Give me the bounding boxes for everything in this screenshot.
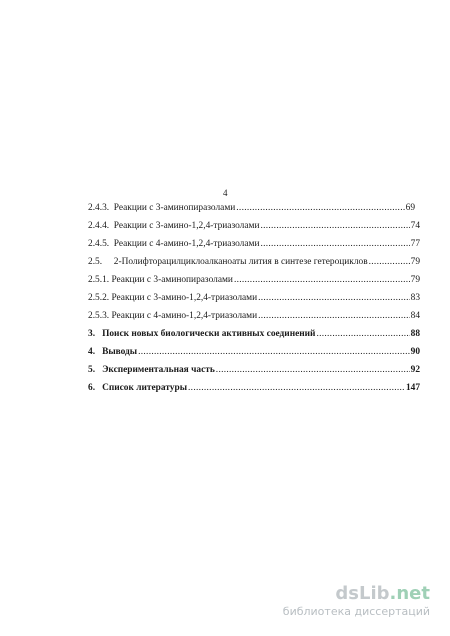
toc-entry-title: Список литературы bbox=[102, 383, 188, 393]
page-number: 4 bbox=[223, 188, 228, 198]
toc-entry-number: 2.4.4. bbox=[88, 221, 110, 231]
dslib-logo bbox=[283, 584, 430, 604]
toc-entry-page: 90 bbox=[410, 347, 420, 357]
toc-entry-number: 6. bbox=[88, 383, 96, 393]
toc-leader-dots bbox=[260, 239, 409, 250]
toc-entry bbox=[88, 221, 420, 232]
toc-entry-title: 2-Полифторацилциклоалканоаты лития в синтезе гетероциклов bbox=[113, 257, 368, 267]
toc-leader-dots bbox=[216, 365, 410, 376]
toc-leader-dots bbox=[316, 329, 409, 340]
toc-entry-page: 83 bbox=[410, 293, 420, 303]
toc-entry-number: 2.4.3. bbox=[88, 203, 110, 213]
toc-entry-number: 2.5.3. bbox=[88, 311, 110, 321]
toc-entry bbox=[88, 239, 420, 250]
toc-leader-dots bbox=[258, 293, 410, 304]
toc-entry-number: 2.4.5. bbox=[88, 239, 110, 249]
toc-entry-number: 2.5.1. bbox=[88, 275, 110, 285]
toc-leader-dots bbox=[236, 203, 404, 214]
toc-entry-title: Реакции с 4-амино-1,2,4-триазолами bbox=[111, 311, 258, 321]
toc-entry-number: 2.5.2. bbox=[88, 293, 110, 303]
toc-entry-page: 69 bbox=[405, 203, 415, 213]
toc-entry bbox=[88, 383, 420, 394]
toc-entry-title: Реакции с 3-амино-1,2,4-триазолами bbox=[113, 221, 260, 231]
toc-entry bbox=[88, 311, 420, 322]
toc-entry-title: Реакции с 3-аминопиразолами bbox=[113, 203, 236, 213]
toc-entry-title: Поиск новых биологически активных соединений bbox=[102, 329, 316, 339]
toc-entry-number: 2.5. bbox=[88, 257, 103, 267]
toc-entry-title: Экспериментальная часть bbox=[102, 365, 215, 375]
toc-leader-dots bbox=[258, 311, 410, 322]
toc-entry-page: 88 bbox=[410, 329, 420, 339]
toc-leader-dots bbox=[138, 347, 410, 358]
toc-entry-page: 92 bbox=[410, 365, 420, 375]
toc-entry-title: Реакции с 3-амино-1,2,4-триазолами bbox=[111, 293, 258, 303]
toc-entry bbox=[88, 347, 420, 358]
toc-entry-number: 3. bbox=[88, 329, 96, 339]
toc-entry-number: 4. bbox=[88, 347, 96, 357]
logo-tld-text: .net bbox=[389, 583, 430, 604]
toc-leader-dots bbox=[234, 275, 410, 286]
toc-leader-dots bbox=[369, 257, 410, 268]
dslib-watermark bbox=[283, 584, 430, 618]
toc-entry-page: 79 bbox=[410, 275, 420, 285]
toc-entry-page: 77 bbox=[410, 239, 420, 249]
toc-entry bbox=[88, 293, 420, 304]
logo-main-text: dsLib bbox=[335, 583, 390, 604]
toc-leader-dots bbox=[188, 383, 405, 394]
toc-entry bbox=[88, 275, 420, 286]
toc-entry-page: 147 bbox=[405, 383, 420, 393]
toc-entry-title: Реакции с 4-амино-1,2,4-триазолами bbox=[113, 239, 260, 249]
toc-entry-page: 74 bbox=[410, 221, 420, 231]
toc-entry-title: Реакции с 3-аминопиразолами bbox=[111, 275, 233, 285]
toc-entry-title: Выводы bbox=[102, 347, 138, 357]
watermark-tagline: библиотека диссертаций bbox=[282, 605, 430, 618]
toc-leader-dots bbox=[260, 221, 409, 232]
toc-entry-number: 5. bbox=[88, 365, 96, 375]
toc-entry bbox=[88, 257, 420, 268]
toc-entry bbox=[88, 203, 415, 214]
toc-entry bbox=[88, 365, 420, 376]
toc-entry-page: 79 bbox=[410, 257, 420, 267]
toc-entry-page: 84 bbox=[410, 311, 420, 321]
toc-entry bbox=[88, 329, 420, 340]
